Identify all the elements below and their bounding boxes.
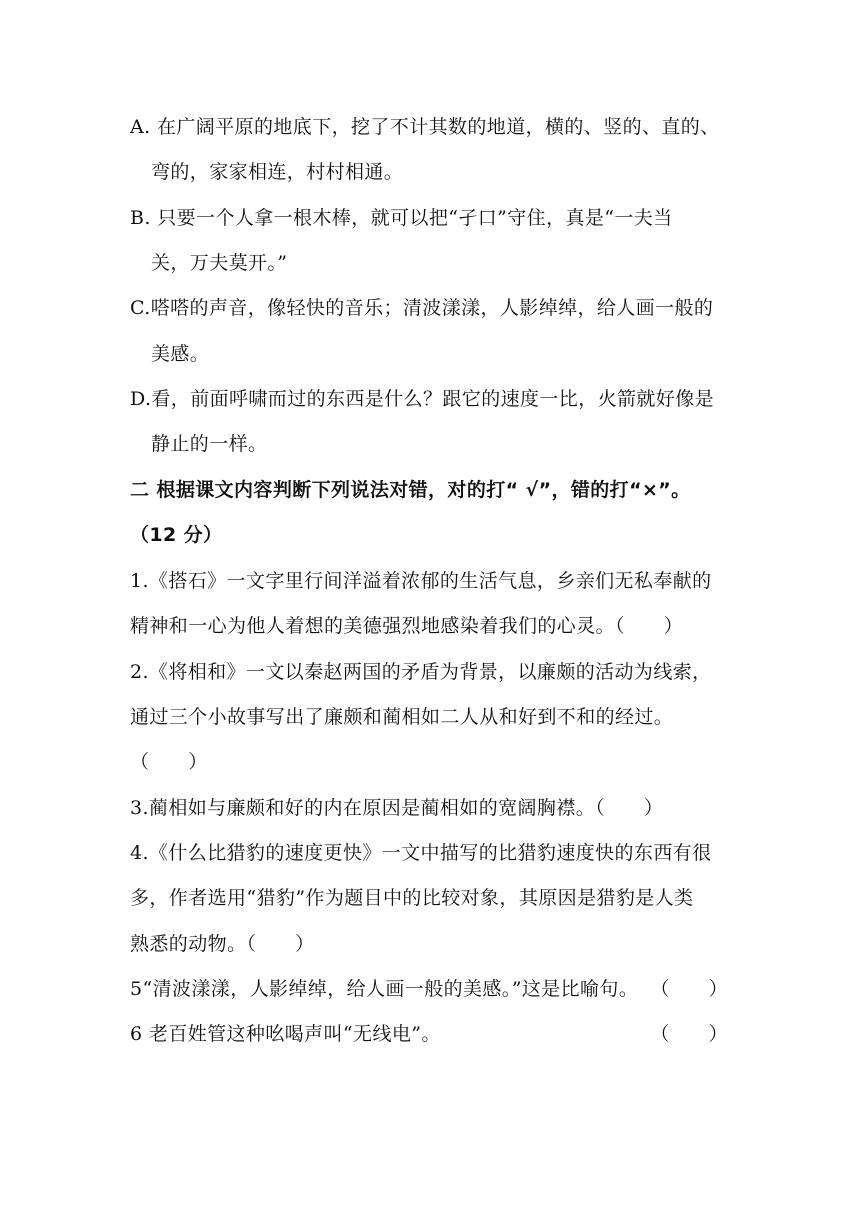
item-6-row [130,1021,728,1047]
item-3-line-1: 3.蔺相如与廉颇和好的内在原因是蔺相如的宽阔胸襟。（ ） [130,797,664,819]
item-4-line-2: 多，作者选用“猎豹”作为题目中的比较对象，其原因是猎豹是人类 [130,887,694,909]
option-d-line-2: 静止的一样。 [151,433,268,455]
item-6-text: 6 老百姓管这种吆喝声叫“无线电”。 [130,1023,441,1045]
section-2-heading: 二 根据课文内容判断下列说法对错，对的打“ √”，错的打“×”。 [130,479,691,501]
item-1-line-2: 精神和一心为他人着想的美德强烈地感染着我们的心灵。（ ） [130,615,684,637]
option-c-line-2: 美感。 [151,343,210,365]
option-a-line-1: A. 在广阔平原的地底下，挖了不计其数的地道，横的、竖的、直的、 [130,116,720,138]
item-4-line-3: 熟悉的动物。（ ） [130,933,315,955]
option-a-line-2: 弯的，家家相连，村村相通。 [151,161,404,183]
item-6-answer-blank: （ ） [650,1023,728,1045]
item-2-line-2: 通过三个小故事写出了廉颇和蔺相如二人从和好到不和的经过。 [130,706,674,728]
option-b-line-1: B. 只要一个人拿一根木棒，就可以把“孑口”守住，真是“一夫当 [130,207,673,229]
option-d-line-1: D.看，前面呼啸而过的东西是什么？跟它的速度一比，火箭就好像是 [130,388,714,410]
item-2-line-1: 2.《将相和》一文以秦赵两国的矛盾为背景，以廉颇的活动为线索， [130,661,712,683]
option-c-line-1: C.嗒嗒的声音，像轻快的音乐；清波漾漾，人影绰绰，给人画一般的 [130,297,714,319]
option-b-line-2: 关，万夫莫开。” [151,252,288,274]
item-1-line-1: 1.《搭石》一文字里行间洋溢着浓郁的生活气息，乡亲们无私奉献的 [130,570,712,592]
item-4-line-1: 4.《什么比猎豹的速度更快》一文中描写的比猎豹速度快的东西有很 [130,842,712,864]
section-2-score: （12 分） [130,524,223,546]
item-5-row [130,976,728,1002]
item-5-text: 5“清波漾漾，人影绰绰，给人画一般的美感。”这是比喻句。 [130,978,639,1000]
item-5-answer-blank: （ ） [650,978,728,1000]
item-2-line-3: （ ） [130,751,208,773]
